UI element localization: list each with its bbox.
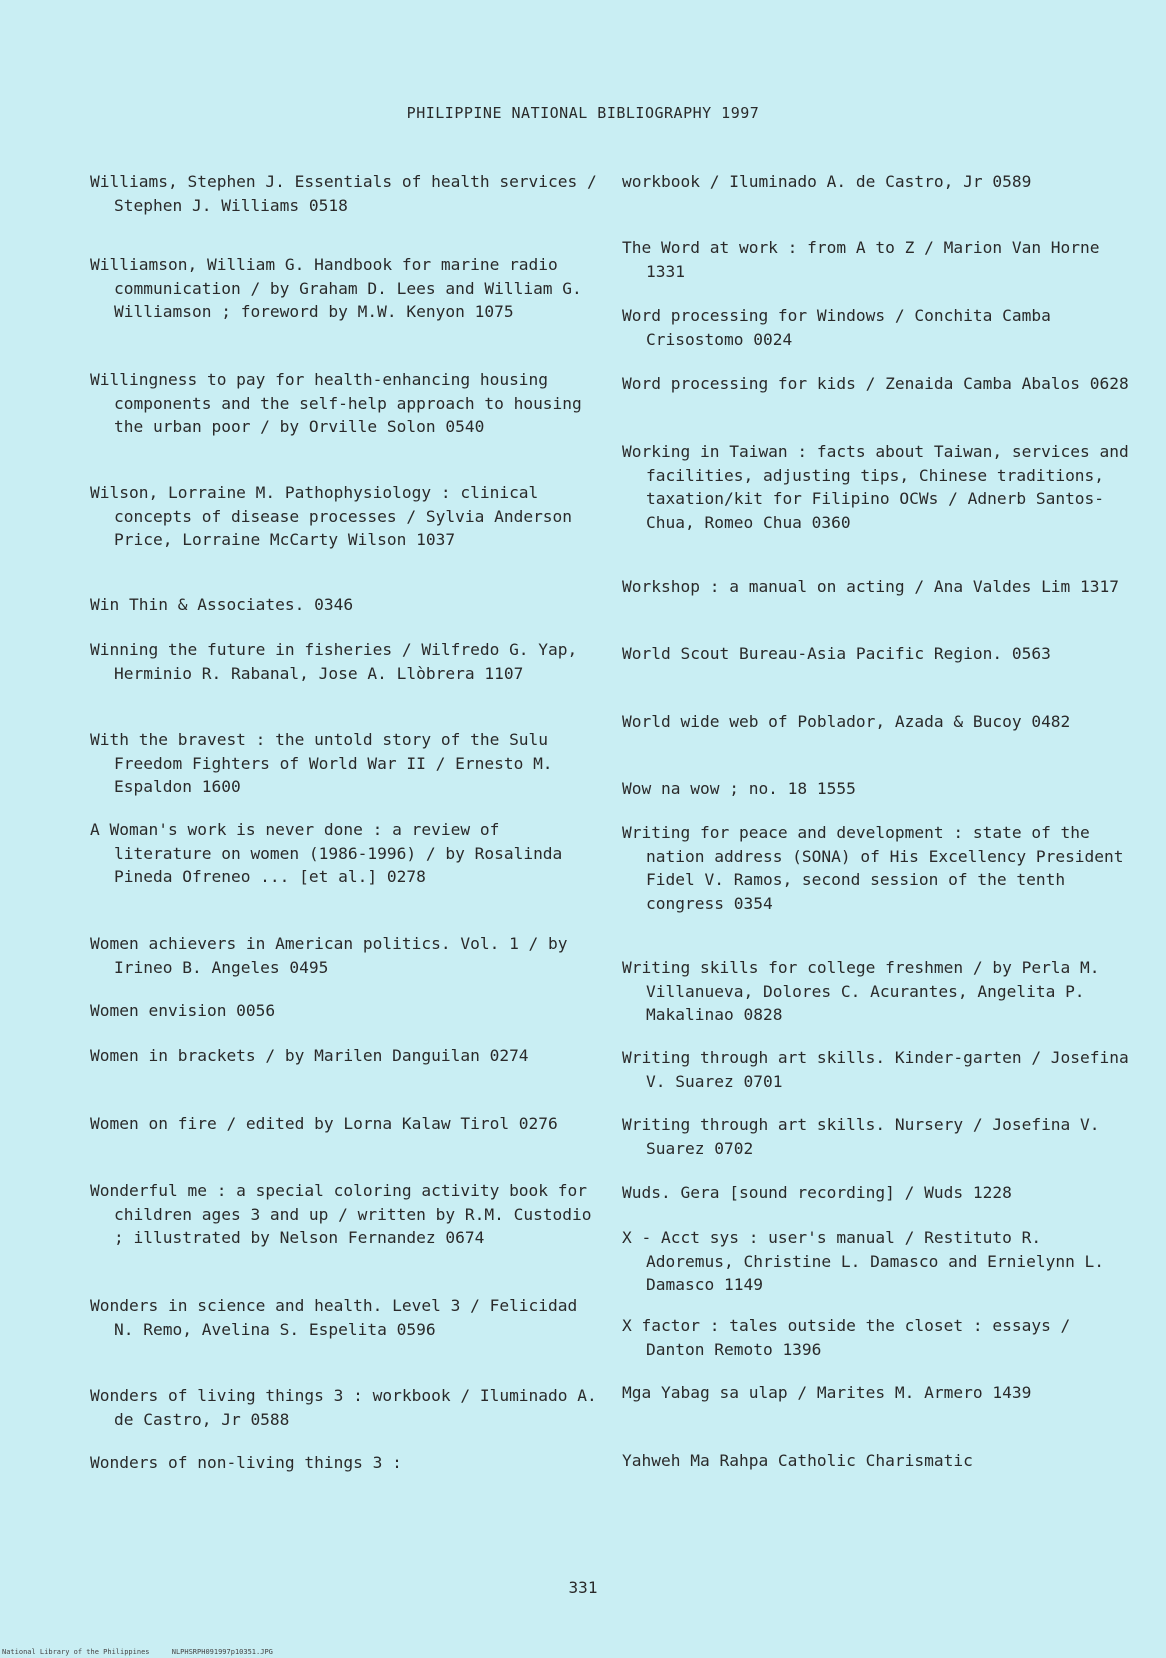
bib-entry: Wonderful me : a special coloring activity book for children ages 3 and up / written by R.M. Custodio ; illustrated by Nelson Fernandez 0674 [90,1181,592,1247]
bib-entry: Win Thin & Associates. 0346 [90,595,354,614]
bib-entry: Mga Yabag sa ulap / Marites M. Armero 1439 [622,1383,1032,1402]
bib-entry: Willingness to pay for health-enhancing housing components and the self-help approach to housing the urban poor / by Orville Solon 0540 [90,370,582,436]
bib-entry: Word processing for Windows / Conchita Camba Crisostomo 0024 [622,306,1051,349]
bib-entry: Writing through art skills. Kinder-garten / Josefina V. Suarez 0701 [622,1048,1129,1091]
page-number: 331 [568,1578,598,1597]
bib-entry: A Woman's work is never done : a review of literature on women (1986-1996) / by Rosalinda Pineda Ofreneo ... [et al.] 0278 [90,820,563,886]
footer-library: National Library of the Philippines [2,1648,150,1656]
bib-entry: Workshop : a manual on acting / Ana Valdes Lim 1317 [622,577,1120,596]
bib-entry: X - Acct sys : user's manual / Restituto R. Adoremus, Christine L. Damasco and Ernielynn L. Damasco 1149 [622,1228,1105,1294]
bib-entry: X factor : tales outside the closet : essays / Danton Remoto 1396 [622,1316,1071,1359]
bib-entry: Writing for peace and development : state of the nation address (SONA) of His Excellency President Fidel V. Ramos, second session of the tenth congress 0354 [622,823,1124,913]
bib-entry: Wonders in science and health. Level 3 / Felicidad N. Remo, Avelina S. Espelita 0596 [90,1296,578,1339]
bib-entry: Williamson, William G. Handbook for marine radio communication / by Graham D. Lees and William G. Williamson ; foreword by M.W. Kenyon 1075 [90,255,582,321]
bib-entry: World Scout Bureau-Asia Pacific Region. 0563 [622,644,1051,663]
bib-entry: Wilson, Lorraine M. Pathophysiology : clinical concepts of disease processes / Sylvia Anderson Price, Lorraine McCarty Wilson 1037 [90,483,573,549]
bib-entry: Women in brackets / by Marilen Danguilan 0274 [90,1046,529,1065]
bib-entry: Women achievers in American politics. Vol. 1 / by Irineo B. Angeles 0495 [90,934,568,977]
bib-entry: With the bravest : the untold story of the Sulu Freedom Fighters of World War II / Ernesto M. Espaldon 1600 [90,730,553,796]
bib-entry: Wonders of non-living things 3 : [90,1453,402,1472]
bib-entry: Yahweh Ma Rahpa Catholic Charismatic [622,1451,973,1470]
bib-entry: Winning the future in fisheries / Wilfredo G. Yap, Herminio R. Rabanal, Jose A. Llòbrera 1107 [90,640,578,683]
bib-entry: World wide web of Poblador, Azada & Bucoy 0482 [622,712,1071,731]
bib-entry: Women envision 0056 [90,1001,276,1020]
bib-entry: The Word at work : from A to Z / Marion Van Horne 1331 [622,238,1100,281]
bib-entry: Word processing for kids / Zenaida Camba Abalos 0628 [622,374,1129,393]
bib-entry: Writing through art skills. Nursery / Josefina V. Suarez 0702 [622,1115,1100,1158]
page-header: PHILIPPINE NATIONAL BIBLIOGRAPHY 1997 [406,104,760,122]
bib-entry: Wuds. Gera [sound recording] / Wuds 1228 [622,1183,1012,1202]
bib-entry: Wonders of living things 3 : workbook / Iluminado A. de Castro, Jr 0588 [90,1386,597,1429]
bib-entry: workbook / Iluminado A. de Castro, Jr 0589 [622,172,1032,191]
bib-entry: Williams, Stephen J. Essentials of health services / Stephen J. Williams 0518 [90,172,597,215]
footer-file-id: NLPHSRPH091997p10351.JPG [171,1648,273,1656]
bib-entry: Writing skills for college freshmen / by Perla M. Villanueva, Dolores C. Acurantes, Angelita P. Makalinao 0828 [622,958,1100,1024]
scan-footer [2,1648,291,1656]
bib-entry: Women on fire / edited by Lorna Kalaw Tirol 0276 [90,1114,558,1133]
bib-entry: Working in Taiwan : facts about Taiwan, services and facilities, adjusting tips, Chinese traditions, taxation/kit for Filipino OCWs / Adnerb Santos-Chua, Romeo Chua 0360 [622,442,1129,532]
bib-entry: Wow na wow ; no. 18 1555 [622,779,856,798]
